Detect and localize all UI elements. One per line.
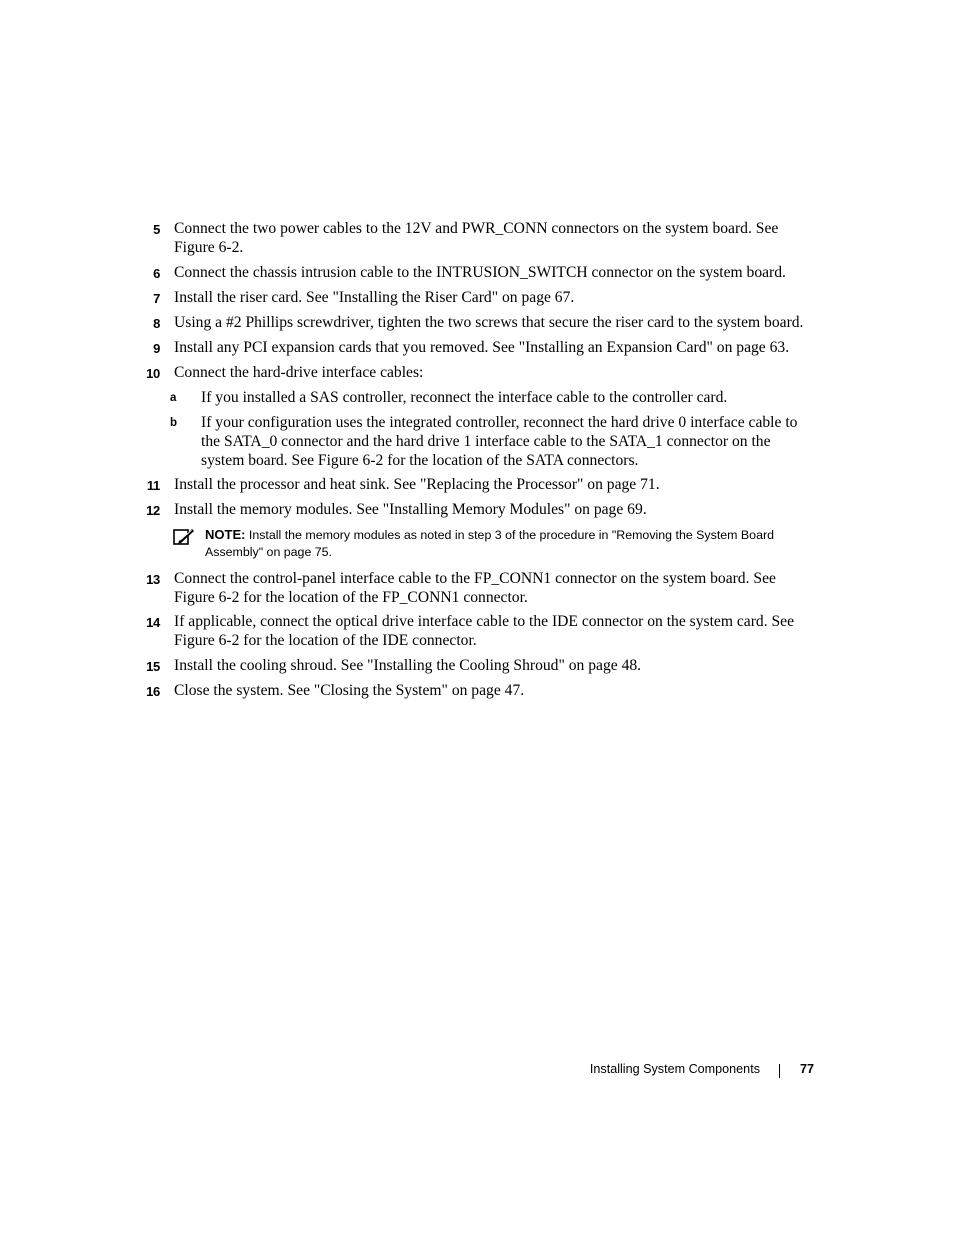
step-number: 14 xyxy=(146,615,160,630)
step-number: 5 xyxy=(153,222,160,237)
step-text: Connect the two power cables to the 12V and PWR_CONN connectors on the system board. See Figure 6-2. xyxy=(174,220,779,256)
step-number: 8 xyxy=(153,316,160,331)
page-number: 77 xyxy=(799,1062,814,1076)
step-text: Install the processor and heat sink. See "Replacing the Processor" on page 71. xyxy=(174,476,660,493)
step-text: Close the system. See "Closing the System" on page 47. xyxy=(174,682,525,699)
note-body: Install the memory modules as noted in step 3 of the procedure in "Removing the System Board Assembly" on page 75. xyxy=(205,528,774,559)
step-number: 12 xyxy=(146,503,160,518)
substep-text: If your configuration uses the integrated controller, reconnect the hard drive 0 interface cable to the SATA_0 connector and the hard drive 1 interface cable to the SATA_1 connector on the system board. See Figure 6-2 for the location of the SATA connectors. xyxy=(201,414,798,469)
step-text: Using a #2 Phillips screwdriver, tighten the two screws that secure the riser card to the system board. xyxy=(174,314,804,331)
footer-divider xyxy=(779,1064,780,1078)
step-number: 11 xyxy=(146,478,160,493)
substep-letter: a xyxy=(170,392,177,404)
step-text: Install the memory modules. See "Installing Memory Modules" on page 69. xyxy=(174,501,647,518)
step-text: Install any PCI expansion cards that you removed. See "Installing an Expansion Card" on page 63. xyxy=(174,339,790,356)
step-number: 6 xyxy=(153,266,160,281)
note-label: NOTE: xyxy=(205,527,246,542)
step-number: 13 xyxy=(146,572,160,587)
step-text: Install the riser card. See "Installing the Riser Card" on page 67. xyxy=(174,289,575,306)
substep-text: If you installed a SAS controller, reconnect the interface cable to the controller card. xyxy=(201,389,728,406)
step-text: Connect the control-panel interface cable to the FP_CONN1 connector on the system board. See Figure 6-2 for the location of the FP_CONN1 connector. xyxy=(174,570,776,606)
note-pencil-icon xyxy=(173,528,195,546)
page-footer xyxy=(560,1062,814,1080)
step-number: 7 xyxy=(153,291,160,306)
step-number: 16 xyxy=(146,684,160,699)
footer-section-title: Installing System Components xyxy=(589,1062,760,1076)
step-text: If applicable, connect the optical drive interface cable to the IDE connector on the system card. See Figure 6-2 for the location of the IDE connector. xyxy=(174,613,795,649)
step-number: 15 xyxy=(146,659,160,674)
step-text: Connect the hard-drive interface cables: xyxy=(174,364,424,381)
step-text: Connect the chassis intrusion cable to the INTRUSION_SWITCH connector on the system board. xyxy=(174,264,786,281)
step-number: 10 xyxy=(146,366,160,381)
substep-letter: b xyxy=(170,417,177,429)
note-text xyxy=(205,526,805,561)
step-number: 9 xyxy=(153,341,160,356)
step-text: Install the cooling shroud. See "Installing the Cooling Shroud" on page 48. xyxy=(174,657,642,674)
